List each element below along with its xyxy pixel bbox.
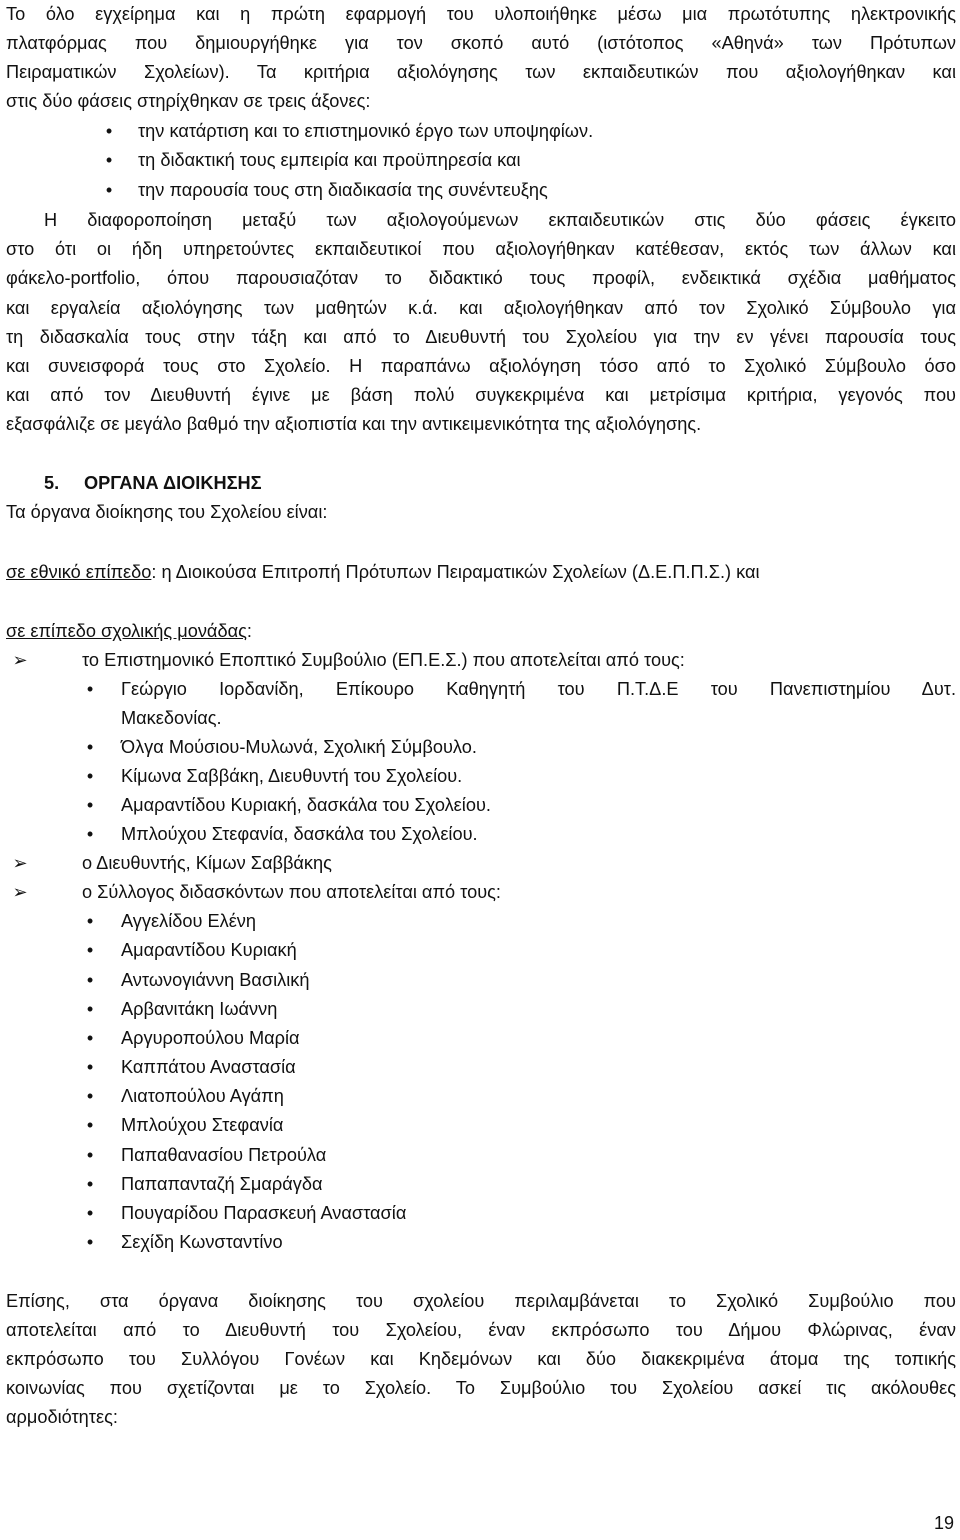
section-number: 5. <box>44 473 60 493</box>
bullet-icon: • <box>86 999 94 1019</box>
teacher-item: Αγγελίδου Ελένη <box>121 911 257 931</box>
national-level-line <box>6 558 956 587</box>
bullet-icon: • <box>86 1115 94 1135</box>
bullet-icon: • <box>86 1203 94 1223</box>
paragraph-line: εξασφάλιζε σε μεγάλο βαθμό την αξιοπιστία και την αντικειμενικότητα της αξιολόγησης. <box>6 414 702 434</box>
section-title: ΟΡΓΑΝΑ ΔΙΟΙΚΗΣΗΣ <box>84 473 262 493</box>
bullet-icon: • <box>86 970 94 990</box>
teacher-item: Μπλούχου Στεφανία <box>121 1115 284 1135</box>
bullet-icon: • <box>86 795 94 815</box>
national-level-text: : η Διοικούσα Επιτροπή Πρότυπων Πειραματικών Σχολείων (Δ.Ε.Π.Π.Σ.) και <box>151 562 760 582</box>
bullet-icon: • <box>86 1232 94 1252</box>
council-member: Κίμωνα Σαββάκη, Διευθυντή του Σχολείου. <box>121 766 463 786</box>
school-level-line <box>6 617 956 646</box>
teacher-item: Παπαπανταζή Σμαράγδα <box>121 1174 323 1194</box>
intro-line: Το όλο εγχείρημα και η πρώτη εφαρμογή του υλοποιήθηκε μέσω μια πρωτότυπης ηλεκτρονικής <box>6 4 956 24</box>
teacher-item: Σεχίδη Κωνσταντίνο <box>121 1232 283 1252</box>
page-number: 19 <box>933 1513 954 1533</box>
bullet-icon: • <box>105 180 113 200</box>
teacher-item: Αντωνογιάννη Βασιλική <box>121 970 310 990</box>
bullet-icon: • <box>86 737 94 757</box>
director-line: ο Διευθυντής, Κίμων Σαββάκης <box>82 853 332 873</box>
council-member: Μπλούχου Στεφανία, δασκάλα του Σχολείου. <box>121 824 478 844</box>
national-level-label: σε εθνικό επίπεδο <box>6 562 152 582</box>
teacher-item: Πουγαρίδου Παρασκευή Αναστασία <box>121 1203 407 1223</box>
bullet-icon: • <box>105 121 113 141</box>
bullet-icon: • <box>105 150 113 170</box>
bullet-icon: • <box>86 1174 94 1194</box>
council-member: Όλγα Μούσιου-Μυλωνά, Σχολική Σύμβουλο. <box>121 737 477 757</box>
council-member: Μακεδονίας. <box>121 708 222 728</box>
closing-line: Επίσης, στα όργανα διοίκησης του σχολείου περιλαμβάνεται το Σχολικό Συμβούλιο που <box>6 1291 956 1311</box>
closing-line: αρμοδιότητες: <box>6 1407 118 1427</box>
teacher-item: Λιατοπούλου Αγάπη <box>121 1086 284 1106</box>
criteria-item: τη διδακτική τους εμπειρία και προϋπηρεσία και <box>138 150 521 170</box>
organs-intro: Τα όργανα διοίκησης του Σχολείου είναι: <box>6 502 328 522</box>
council-member: Αμαραντίδου Κυριακή, δασκάλα του Σχολείου. <box>121 795 491 815</box>
paragraph-line: και συνεισφορά τους στο Σχολείο. Η παραπάνω αξιολόγηση τόσο από το Σχολικό Σύμβουλο όσο <box>6 356 956 376</box>
paragraph-line: και από τον Διευθυντή έγινε με βάση πολύ συγκεκριμένα και μετρίσιμα κριτήρια, γεγονός που <box>6 385 956 405</box>
intro-line: στις δύο φάσεις στηρίχθηκαν σε τρεις άξονες: <box>6 91 371 111</box>
intro-line: πλατφόρμας που δημιουργήθηκε για τον σκοπό αυτό (ιστότοπος «Αθηνά» των Πρότυπων <box>6 33 956 53</box>
school-level-label: σε επίπεδο σχολικής μονάδας <box>6 621 247 641</box>
teachers-title: ο Σύλλογος διδασκόντων που αποτελείται από τους: <box>82 882 501 902</box>
bullet-icon: • <box>86 1086 94 1106</box>
teacher-item: Καππάτου Αναστασία <box>121 1057 296 1077</box>
bullet-icon: • <box>86 940 94 960</box>
paragraph-line: στο ότι οι ήδη υπηρετούντες εκπαιδευτικοί που αξιολογήθηκαν κατέθεσαν, εκτός των άλλων και <box>6 239 956 259</box>
bullet-icon: • <box>86 1057 94 1077</box>
closing-line: αποτελείται από το Διευθυντή του Σχολείου, έναν εκπρόσωπο του Δήμου Φλώρινας, έναν <box>6 1320 956 1340</box>
arrow-icon: ➢ <box>12 882 28 902</box>
teacher-item: Παπαθανασίου Πετρούλα <box>121 1145 327 1165</box>
paragraph-line: φάκελο-portfolio, όπου παρουσιαζόταν το διδακτικό τους προφίλ, ενδεικτικά σχέδια μαθήματος <box>6 268 956 288</box>
bullet-icon: • <box>86 1028 94 1048</box>
teacher-item: Αρβανιτάκη Ιωάννη <box>121 999 278 1019</box>
closing-line: εκπρόσωπο του Συλλόγου Γονέων και Κηδεμόνων και δύο διακεκριμένα άτομα της τοπικής <box>6 1349 956 1369</box>
paragraph-line: τη διδασκαλία τους στην τάξη και από το Διευθυντή του Σχολείου για την εν γένει παρουσία τους <box>6 327 956 347</box>
bullet-icon: • <box>86 679 94 699</box>
council-member: Γεώργιο Ιορδανίδη, Επίκουρο Καθηγητή του Π.Τ.Δ.Ε του Πανεπιστημίου Δυτ. <box>121 679 956 699</box>
school-level-colon: : <box>246 621 252 641</box>
bullet-icon: • <box>86 1145 94 1165</box>
intro-line: Πειραματικών Σχολείων). Τα κριτήρια αξιολόγησης των εκπαιδευτικών που αξιολογήθηκαν και <box>6 62 956 82</box>
closing-line: κοινωνίας που σχετίζονται με το Σχολείο. Το Συμβούλιο του Σχολείου ασκεί τις ακόλουθες <box>6 1378 956 1398</box>
paragraph-line: και εργαλεία αξιολόγησης των μαθητών κ.ά. και αξιολογήθηκαν από τον Σχολικό Σύμβουλο για <box>6 298 956 318</box>
council-title: το Επιστημονικό Εποπτικό Συμβούλιο (ΕΠ.Ε.Σ.) που αποτελείται από τους: <box>82 650 685 670</box>
criteria-item: την παρουσία τους στη διαδικασία της συνέντευξης <box>138 180 548 200</box>
bullet-icon: • <box>86 766 94 786</box>
arrow-icon: ➢ <box>12 650 28 670</box>
bullet-icon: • <box>86 824 94 844</box>
arrow-icon: ➢ <box>12 853 28 873</box>
criteria-item: την κατάρτιση και το επιστημονικό έργο των υποψηφίων. <box>138 121 594 141</box>
teacher-item: Αργυροπούλου Μαρία <box>121 1028 300 1048</box>
teacher-item: Αμαραντίδου Κυριακή <box>121 940 297 960</box>
bullet-icon: • <box>86 911 94 931</box>
paragraph-line: Η διαφοροποίηση μεταξύ των αξιολογούμενων εκπαιδευτικών στις δύο φάσεις έγκειτο <box>44 210 956 230</box>
